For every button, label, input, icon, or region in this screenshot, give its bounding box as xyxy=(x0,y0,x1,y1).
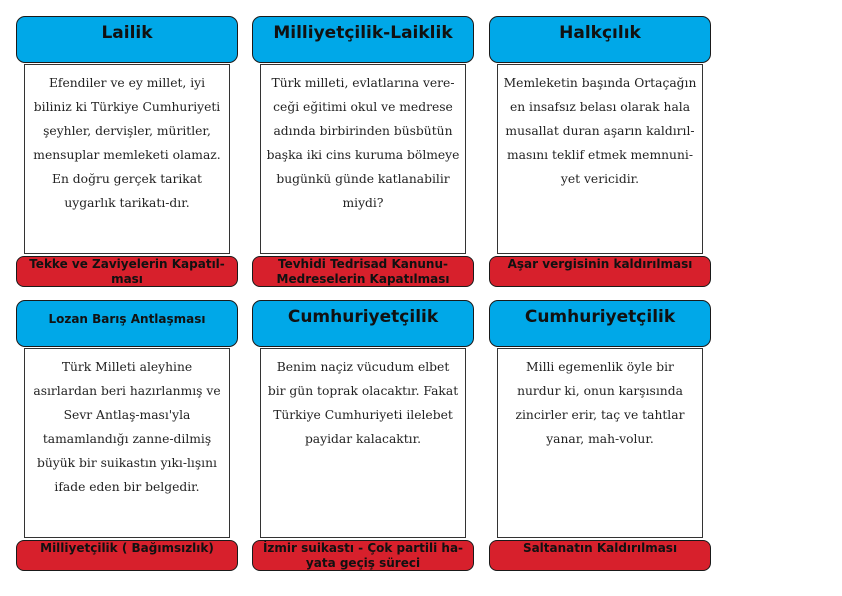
card-footer: Tekke ve Zaviyelerin Kapatıl-ması xyxy=(16,256,238,287)
card-footer: Milliyetçilik ( Bağımsızlık) xyxy=(16,540,238,571)
card-title: Lozan Barış Antlaşması xyxy=(16,300,238,347)
card-title: Lailik xyxy=(16,16,238,63)
card-text: Türk Milleti aleyhine asırlardan beri hazırlanmış ve Sevr Antlaş-ması'yla tamamlandığı zanne-dilmiş büyük bir suikastın yıkı-lışını ifade eden bir belgedir. xyxy=(24,348,230,538)
card-title: Milliyetçilik-Laiklik xyxy=(252,16,474,63)
card-footer: İzmir suikastı - Çok partili ha-yata geçiş süreci xyxy=(252,540,474,571)
card-footer: Saltanatın Kaldırılması xyxy=(489,540,711,571)
card-text: Milli egemenlik öyle bir nurdur ki, onun karşısında zincirler erir, taç ve tahtlar yanar, mah-volur. xyxy=(497,348,703,538)
card-footer: Tevhidi Tedrisad Kanunu-Medreselerin Kapatılması xyxy=(252,256,474,287)
card-title: Halkçılık xyxy=(489,16,711,63)
card-text: Efendiler ve ey millet, iyi biliniz ki Türkiye Cumhuriyeti şeyhler, dervişler, müritler, mensuplar memleketi olamaz. En doğru gerçek tarikat uygarlık tarikatı-dır. xyxy=(24,64,230,254)
card-text: Türk milleti, evlatlarına vere-ceği eğitimi okul ve medrese adında birbirinden büsbütün başka iki cins kuruma bölmeye bugünkü günde katlanabilir miydi? xyxy=(260,64,466,254)
card-text: Memleketin başında Ortaçağın en insafsız belası olarak hala musallat duran aşarın kaldırıl-masını teklif etmek memnuni-yet vericidir. xyxy=(497,64,703,254)
card-title: Cumhuriyetçilik xyxy=(489,300,711,347)
card-text: Benim naçiz vücudum elbet bir gün toprak olacaktır. Fakat Türkiye Cumhuriyeti ilelebet payidar kalacaktır. xyxy=(260,348,466,538)
card-title: Cumhuriyetçilik xyxy=(252,300,474,347)
card-footer: Aşar vergisinin kaldırılması xyxy=(489,256,711,287)
